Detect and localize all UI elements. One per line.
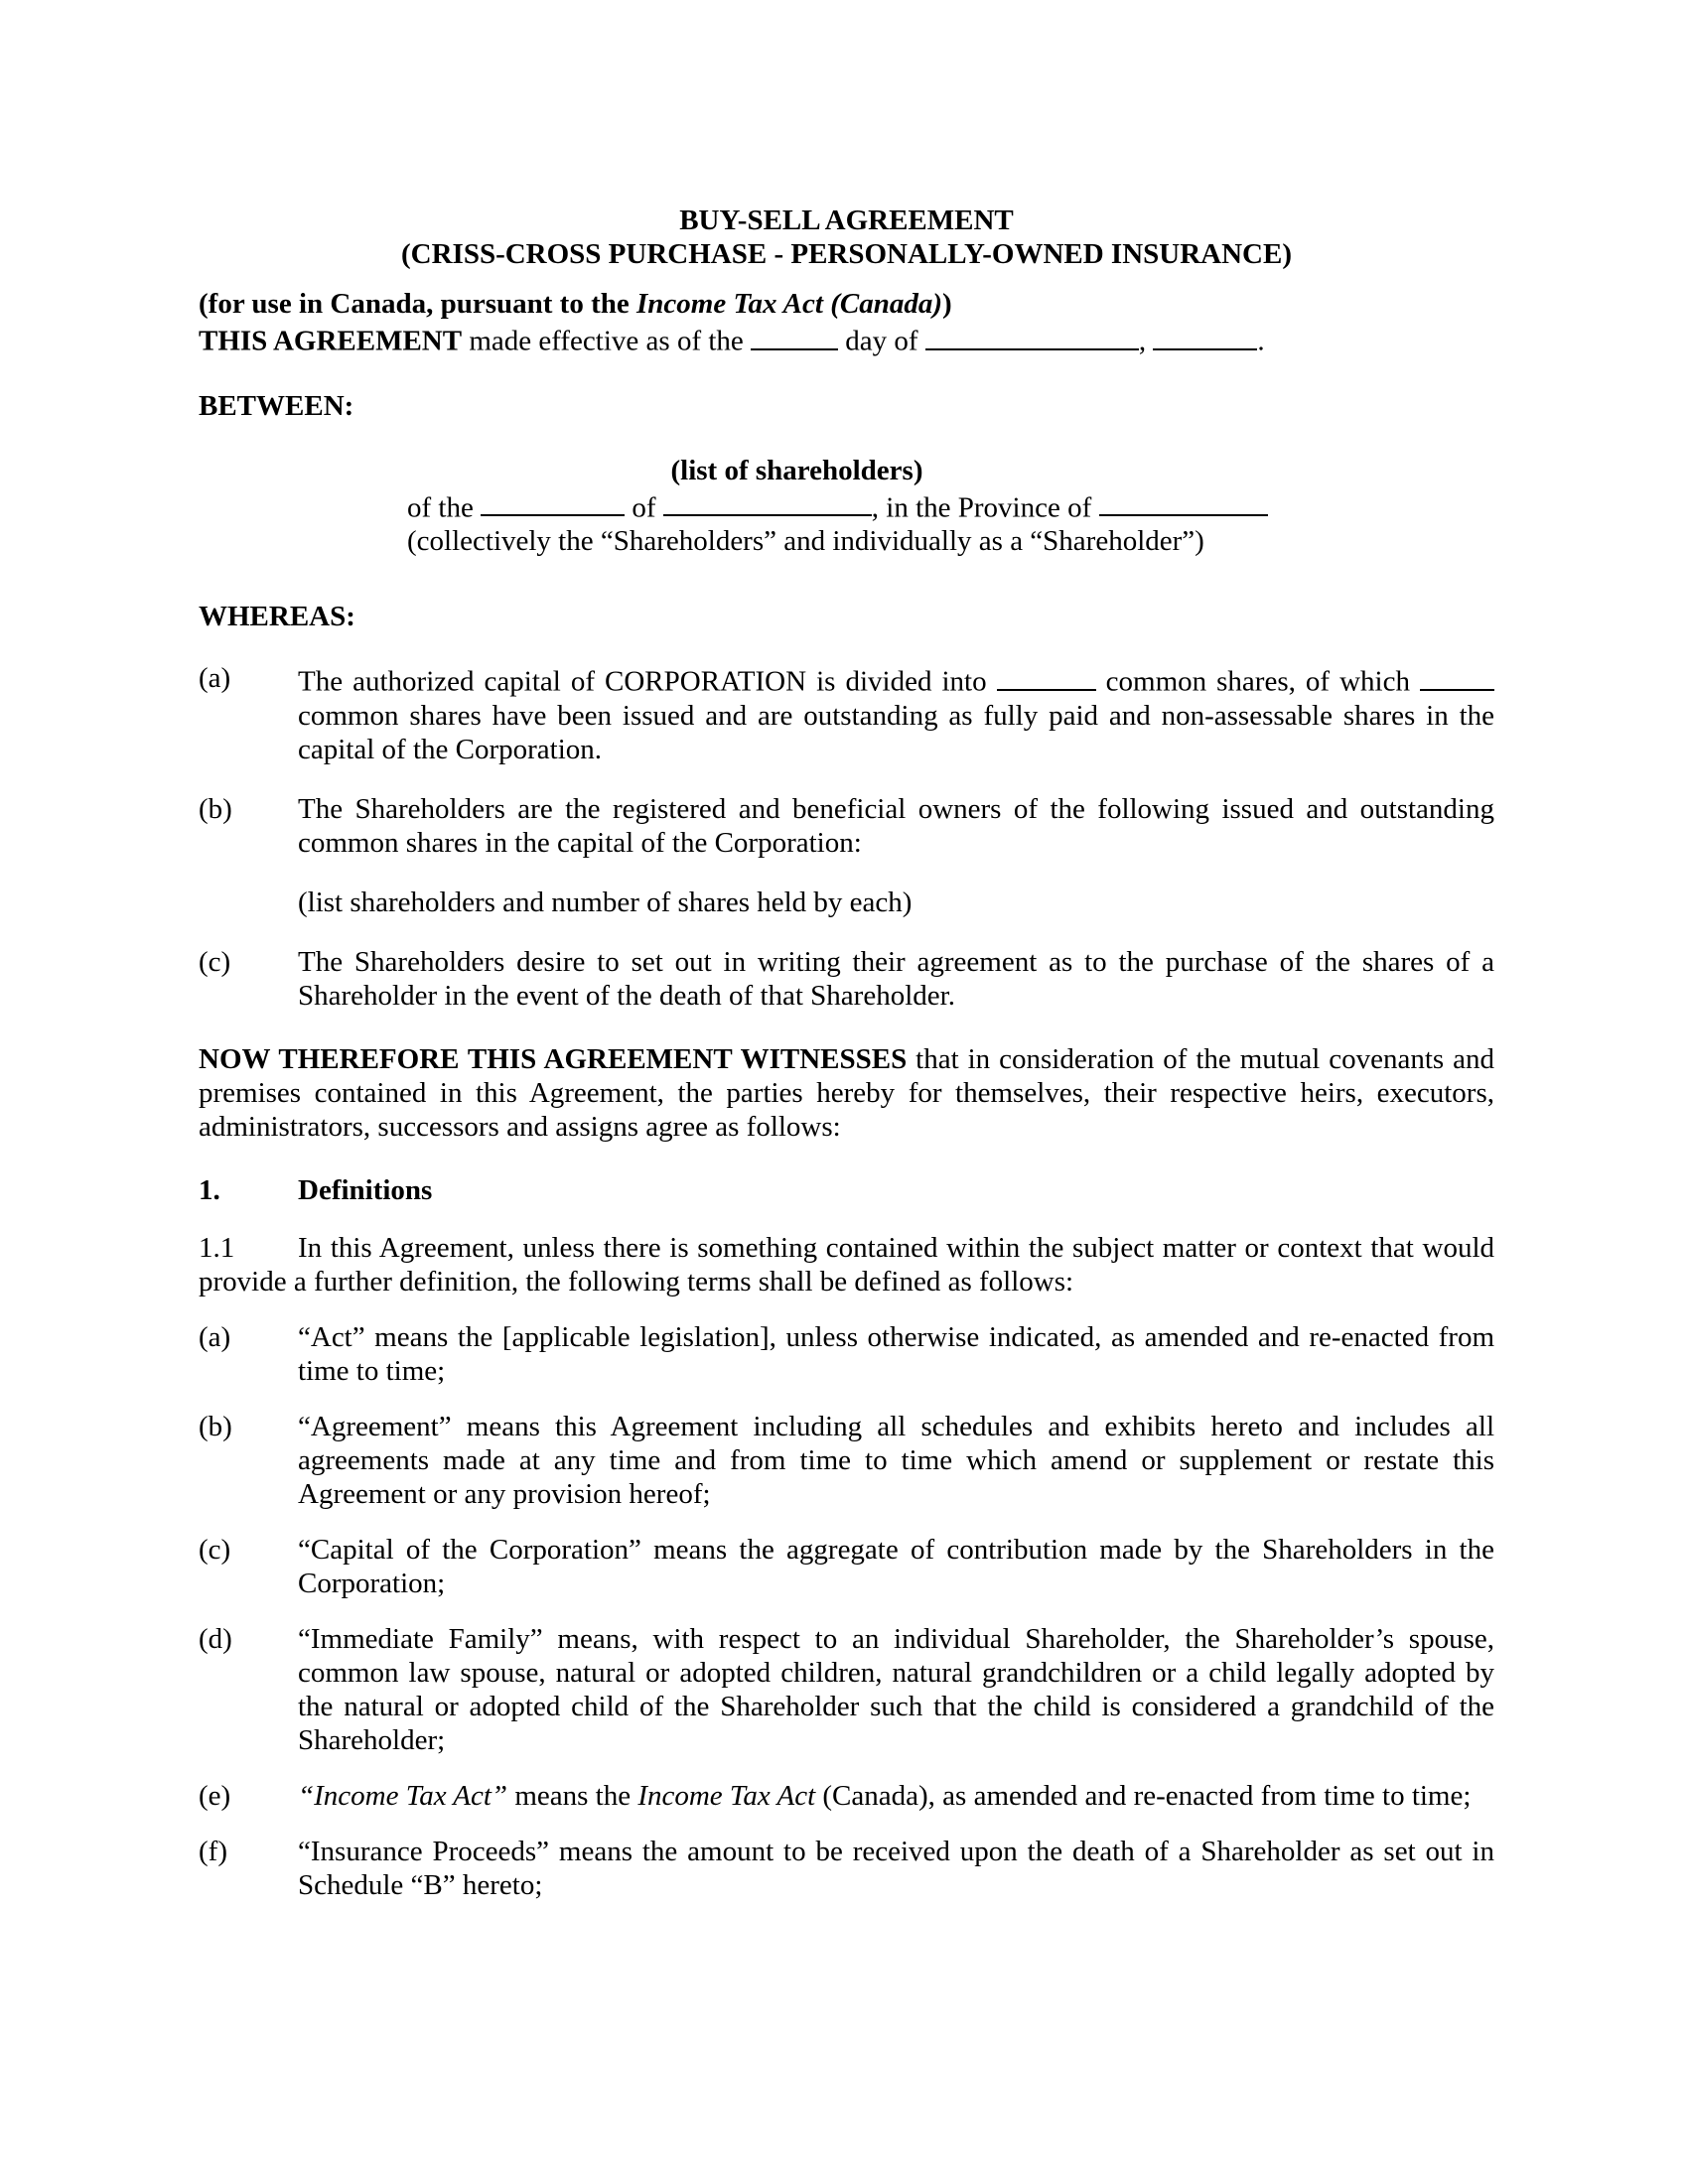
blank-entity-type bbox=[481, 487, 625, 517]
shareholder-list-note: (list shareholders and number of shares held by each) bbox=[298, 886, 913, 918]
blank-authorized-shares bbox=[997, 661, 1096, 691]
section-1-number: 1. bbox=[199, 1173, 220, 1206]
definition-text-a: “Act” means the [applicable legislation], unless otherwise indicated, as amended and re-enacted from time to time; bbox=[298, 1320, 1494, 1387]
definition-item-a bbox=[199, 1320, 1494, 1388]
definition-text-e bbox=[298, 1779, 1494, 1813]
recital-label-b: (b) bbox=[199, 792, 232, 825]
definition-e-rest: (Canada), as amended and re-enacted from time to time; bbox=[815, 1779, 1472, 1812]
now-therefore-lead: NOW THEREFORE THIS AGREEMENT WITNESSES bbox=[199, 1042, 908, 1075]
usage-note-act-title: Income Tax Act (Canada) bbox=[635, 288, 942, 320]
definition-text-c: “Capital of the Corporation” means the aggregate of contribution made by the Shareholders in the Corporation; bbox=[298, 1533, 1494, 1599]
definition-text-b: “Agreement” means this Agreement including all schedules and exhibits hereto and includes all agreements made at any time and from time to time which amend or supplement or restate this Agreement or any provision hereof; bbox=[298, 1410, 1494, 1510]
definition-label-d: (d) bbox=[199, 1622, 232, 1655]
shareholders-heading: (list of shareholders) bbox=[670, 454, 923, 486]
definition-item-b bbox=[199, 1410, 1494, 1511]
definition-e-act-title: Income Tax Act bbox=[637, 1779, 816, 1812]
definition-text-d: “Immediate Family” means, with respect to an individual Shareholder, the Shareholder’s spouse, common law spouse, natural or adopted children, natural grandchildren or a child legally adopted by the natural or adopted child of the Shareholder such that the child is considered a grandchild of the Shareholder; bbox=[298, 1622, 1494, 1756]
blank-day bbox=[751, 321, 838, 350]
collective-note: (collectively the “Shareholders” and individually as a “Shareholder”) bbox=[407, 525, 1204, 558]
definition-item-f bbox=[199, 1835, 1494, 1902]
usage-note-suffix: ) bbox=[941, 288, 952, 320]
definition-item-e bbox=[199, 1779, 1494, 1813]
blank-province bbox=[1099, 487, 1268, 517]
definition-label-f: (f) bbox=[199, 1835, 227, 1867]
recital-item-b bbox=[199, 792, 1494, 860]
definition-e-term: “Income Tax Act” bbox=[298, 1779, 508, 1812]
whereas-label: WHEREAS: bbox=[199, 601, 355, 633]
definition-label-a: (a) bbox=[199, 1320, 231, 1353]
blank-year bbox=[1153, 321, 1257, 350]
effective-text-1: made effective as of the bbox=[462, 325, 752, 357]
recital-a-text-1: The authorized capital of CORPORATION is divided into bbox=[298, 665, 997, 698]
clause-1-1-number: 1.1 bbox=[199, 1231, 235, 1264]
between-label: BETWEEN: bbox=[199, 389, 354, 422]
now-therefore-paragraph bbox=[199, 1042, 1494, 1144]
effective-text-3: , bbox=[1138, 325, 1154, 357]
definition-item-c bbox=[199, 1533, 1494, 1600]
definition-text-f: “Insurance Proceeds” means the amount to be received upon the death of a Shareholder as set out in Schedule “B” hereto; bbox=[298, 1835, 1494, 1901]
usage-note bbox=[199, 287, 1494, 321]
this-agreement-lead: THIS AGREEMENT bbox=[199, 325, 463, 357]
recital-text-a bbox=[298, 661, 1494, 766]
recital-text-c: The Shareholders desire to set out in writing their agreement as to the purchase of the shares of a Shareholder in the event of the death of that Shareholder. bbox=[298, 945, 1494, 1012]
now-therefore-rest: that in consideration of the mutual covenants and premises contained in this Agreement, the parties hereby for themselves, their respective heirs, executors, administrators, successors and assigns agree as follows: bbox=[199, 1042, 1495, 1143]
document-subtitle: (CRISS-CROSS PURCHASE - PERSONALLY-OWNED INSURANCE) bbox=[400, 238, 1292, 270]
blank-issued-shares bbox=[1420, 661, 1494, 691]
recital-text-b: The Shareholders are the registered and beneficial owners of the following issued and outstanding common shares in the capital of the Corporation: bbox=[298, 792, 1494, 859]
of-line-text-3: , in the Province of bbox=[871, 491, 1099, 524]
document-content bbox=[199, 204, 1494, 1902]
definition-e-mid: means the bbox=[507, 1779, 638, 1812]
blank-place-name bbox=[663, 487, 872, 517]
recital-label-c: (c) bbox=[199, 945, 231, 978]
recital-a-text-2: common shares, of which bbox=[1095, 665, 1420, 698]
recital-item-a bbox=[199, 661, 1494, 766]
definition-item-d bbox=[199, 1622, 1494, 1757]
recital-label-a: (a) bbox=[199, 662, 231, 695]
section-1-title: Definitions bbox=[298, 1173, 433, 1206]
definition-label-c: (c) bbox=[199, 1533, 231, 1566]
definition-label-b: (b) bbox=[199, 1410, 232, 1442]
of-line-text-2: of bbox=[625, 491, 663, 524]
recital-a-text-3: common shares have been issued and are outstanding as fully paid and non-assessable shares in the capital of the Corporation. bbox=[298, 699, 1494, 765]
section-1-heading bbox=[199, 1173, 1494, 1207]
effective-text-4: . bbox=[1257, 325, 1265, 357]
effective-text-2: day of bbox=[838, 325, 925, 357]
clause-1-1 bbox=[199, 1231, 1494, 1298]
definition-label-e: (e) bbox=[199, 1779, 231, 1812]
of-line-text-1: of the bbox=[407, 491, 482, 524]
shareholders-of-line bbox=[407, 487, 1494, 525]
recital-item-c bbox=[199, 945, 1494, 1013]
usage-note-prefix: (for use in Canada, pursuant to the bbox=[199, 288, 636, 320]
document-title: BUY-SELL AGREEMENT bbox=[679, 205, 1014, 236]
blank-month bbox=[925, 321, 1139, 350]
clause-1-1-text: In this Agreement, unless there is something contained within the subject matter or context that would provide a further definition, the following terms shall be defined as follows: bbox=[199, 1231, 1494, 1297]
effective-date-line bbox=[199, 321, 1494, 358]
